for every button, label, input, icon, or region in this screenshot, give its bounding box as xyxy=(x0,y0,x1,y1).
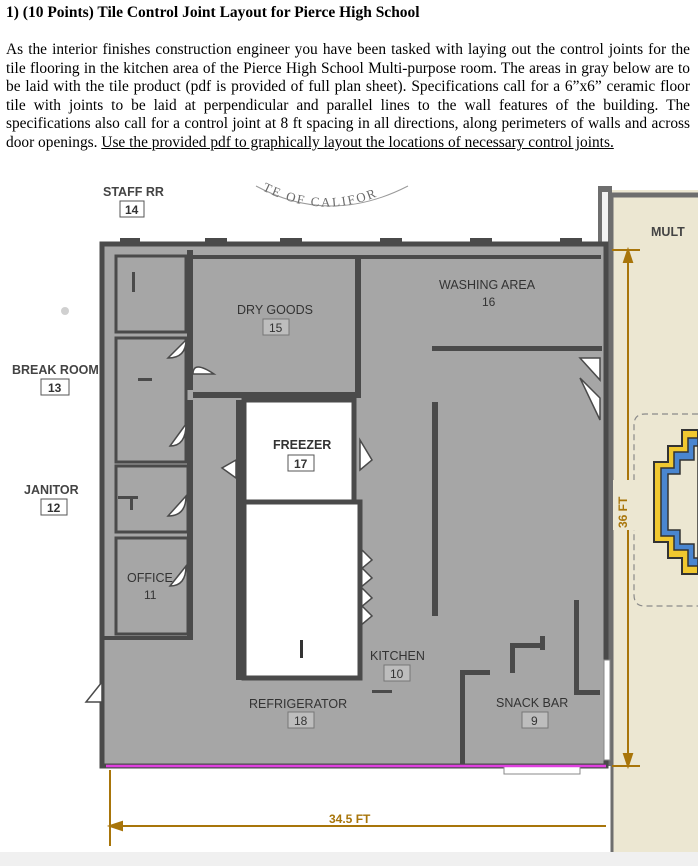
room-number-janitor: 12 xyxy=(47,501,61,515)
room-number-break-room: 13 xyxy=(48,381,62,395)
room-label-snack-bar: SNACK BAR xyxy=(496,696,569,710)
question-heading: 1) (10 Points) Tile Control Joint Layout for Pierce High School xyxy=(6,4,420,21)
room-number-office: 11 xyxy=(144,588,157,602)
room-label-washing-area: WASHING AREA xyxy=(439,278,536,292)
state-seal xyxy=(256,180,408,210)
floor-plan xyxy=(0,180,698,866)
svg-text:TE OF CALIFOR: TE OF CALIFOR xyxy=(260,180,380,210)
room-number-staff-rr: 14 xyxy=(125,203,139,217)
width-dimension xyxy=(110,770,606,846)
room-number-refrigerator: 18 xyxy=(294,714,308,728)
instructions-text: As the interior finishes construction engineer you have been tasked with laying out the control joints for the tile flooring in the kitchen area of the Pierce High School Multi-purpose room. The areas in gray below are to be laid with the tile product (pdf is provided of full plan sheet). Specifications call for a 6”x6” ceramic floor tile with joints to be laid at perpendicular and parallel lines to the wall features of the building. The specifications also call for a control joint at 8 ft spacing in all directions, along perimeters of walls and across door openings. xyxy=(6,41,690,151)
dot-marker xyxy=(61,307,69,315)
width-dimension-label: 34.5 FT xyxy=(329,812,371,826)
room-label-janitor: JANITOR xyxy=(24,483,79,497)
room-number-dry-goods: 15 xyxy=(269,321,283,335)
room-number-freezer: 17 xyxy=(294,457,308,471)
room-number-kitchen: 10 xyxy=(390,667,404,681)
room-label-freezer: FREEZER xyxy=(273,438,332,452)
room-number-washing-area: 16 xyxy=(482,295,496,309)
room-label-kitchen: KITCHEN xyxy=(370,649,425,663)
room-label-office: OFFICE xyxy=(127,571,173,585)
instructions-underlined-text: Use the provided pdf to graphically layout the locations of necessary control joints. xyxy=(101,133,614,151)
room-label-dry-goods: DRY GOODS xyxy=(237,303,313,317)
room-label-refrigerator: REFRIGERATOR xyxy=(249,697,348,711)
room-label-staff-rr: STAFF RR xyxy=(103,185,164,199)
room-label-break-room: BREAK ROOM xyxy=(12,363,99,377)
room-number-snack-bar: 9 xyxy=(531,714,538,728)
instructions-paragraph xyxy=(6,41,690,153)
height-dimension-label: 36 FT xyxy=(616,496,630,528)
room-label-multi: MULT xyxy=(651,225,685,239)
page-bottom-strip xyxy=(0,852,698,866)
